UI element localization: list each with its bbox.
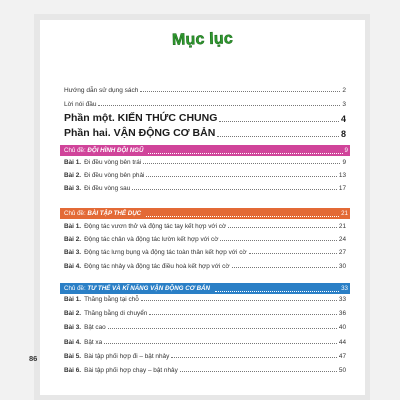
- toc-page: 47: [338, 353, 346, 360]
- lesson-number: Bài 2.: [64, 310, 82, 317]
- lesson-label: Bài tập phối hợp đi – bật nhảy: [84, 353, 170, 360]
- lesson-label: Động tác vươn thở và động tác tay kết hợp với cờ: [84, 223, 227, 230]
- lesson-number: Bài 5.: [64, 353, 82, 360]
- lesson-number: Bài 1.: [64, 159, 82, 166]
- lesson-label: Động tác lưng bụng và động tác toàn thân kết hợp với cờ: [84, 249, 247, 256]
- toc-page: 21: [341, 210, 348, 217]
- leader-dots: [220, 239, 336, 241]
- lesson-item[interactable]: [64, 296, 346, 303]
- toc-page: 44: [338, 339, 346, 346]
- leader-dots: [148, 148, 342, 154]
- lesson-item[interactable]: [64, 353, 346, 360]
- topic-title: BÀI TẬP THỂ DỤC: [87, 210, 142, 217]
- toc-label: Phần hai. VẬN ĐỘNG CƠ BẢN: [64, 127, 216, 139]
- lesson-label: Động tác nhảy và động tác điều hoà kết hợp với cờ: [84, 263, 230, 270]
- toc-page: 2: [342, 87, 346, 94]
- lesson-item[interactable]: [64, 339, 346, 346]
- lesson-label: Bật cao: [84, 324, 106, 331]
- book-page: [40, 20, 365, 395]
- toc-page: 50: [338, 367, 346, 374]
- toc-part-item[interactable]: [64, 112, 346, 124]
- lesson-item[interactable]: [64, 249, 346, 256]
- toc-page: 33: [341, 285, 348, 292]
- leader-dots: [132, 188, 337, 190]
- lesson-label: Bài tập phối hợp chạy – bật nhảy: [84, 367, 178, 374]
- lesson-item[interactable]: [64, 185, 346, 192]
- toc-label: Phần một. KIẾN THỨC CHUNG: [64, 112, 218, 124]
- leader-dots: [232, 266, 337, 268]
- lesson-number: Bài 6.: [64, 367, 82, 374]
- leader-dots: [217, 135, 339, 137]
- topic-band-3[interactable]: [60, 283, 350, 294]
- toc-page: 13: [338, 172, 346, 179]
- leader-dots: [149, 313, 337, 315]
- lesson-item[interactable]: [64, 159, 346, 166]
- topic-prefix: Chủ đề:: [64, 285, 86, 292]
- leader-dots: [215, 286, 339, 292]
- toc-page: 9: [344, 147, 348, 154]
- toc-page: 3: [342, 101, 346, 108]
- toc-front-item[interactable]: [64, 87, 346, 94]
- lesson-item[interactable]: [64, 310, 346, 317]
- leader-dots: [104, 342, 337, 344]
- lesson-label: Thăng bằng tại chỗ: [84, 296, 139, 303]
- toc-page: 24: [338, 236, 346, 243]
- toc-part-item[interactable]: [64, 127, 346, 139]
- toc-page: 17: [338, 185, 346, 192]
- leader-dots: [249, 252, 337, 254]
- toc-page: 8: [340, 129, 346, 139]
- leader-dots: [98, 104, 340, 106]
- lesson-number: Bài 4.: [64, 263, 82, 270]
- lesson-number: Bài 1.: [64, 296, 82, 303]
- toc-label: Hướng dẫn sử dụng sách: [64, 87, 139, 94]
- lesson-item[interactable]: [64, 263, 346, 270]
- toc-page: 33: [338, 296, 346, 303]
- lesson-item[interactable]: [64, 172, 346, 179]
- lesson-number: Bài 4.: [64, 339, 82, 346]
- leader-dots: [228, 226, 337, 228]
- topic-title: ĐỘI HÌNH ĐỘI NGŨ: [87, 147, 144, 154]
- topic-title: TƯ THẾ VÀ KĨ NĂNG VẬN ĐỘNG CƠ BẢN: [87, 285, 210, 292]
- lesson-item[interactable]: [64, 324, 346, 331]
- toc-front-item[interactable]: [64, 101, 346, 108]
- leader-dots: [146, 175, 336, 177]
- toc-page: 9: [342, 159, 346, 166]
- lesson-label: Thăng bằng di chuyển: [84, 310, 148, 317]
- lesson-label: Đi đều vòng bên trái: [84, 159, 142, 166]
- lesson-item[interactable]: [64, 223, 346, 230]
- leader-dots: [141, 299, 337, 301]
- leader-dots: [219, 120, 339, 122]
- toc-label: Lời nói đầu: [64, 101, 97, 108]
- lesson-number: Bài 3.: [64, 185, 82, 192]
- toc-page: 40: [338, 324, 346, 331]
- lesson-label: Bật xa: [84, 339, 103, 346]
- toc-page: 4: [340, 114, 346, 124]
- lesson-number: Bài 3.: [64, 249, 82, 256]
- lesson-label: Động tác chân và động tác lườn kết hợp với cờ: [84, 236, 219, 243]
- topic-band-2[interactable]: [60, 208, 350, 219]
- leader-dots: [180, 370, 337, 372]
- lesson-item[interactable]: [64, 236, 346, 243]
- lesson-number: Bài 1.: [64, 223, 82, 230]
- toc-page: 21: [338, 223, 346, 230]
- leader-dots: [171, 356, 337, 358]
- toc-page: 36: [338, 310, 346, 317]
- leader-dots: [140, 90, 340, 92]
- lesson-label: Đi đều vòng sau: [84, 185, 131, 192]
- lesson-item[interactable]: [64, 367, 346, 374]
- lesson-number: Bài 3.: [64, 324, 82, 331]
- lesson-number: Bài 2.: [64, 172, 82, 179]
- leader-dots: [108, 327, 337, 329]
- lesson-label: Đi đều vòng bên phải: [84, 172, 145, 179]
- topic-prefix: Chủ đề:: [64, 147, 86, 154]
- leader-dots: [146, 211, 339, 217]
- toc-page: 30: [338, 263, 346, 270]
- lesson-number: Bài 2.: [64, 236, 82, 243]
- page-title: Mục lục: [171, 30, 234, 49]
- topic-prefix: Chủ đề:: [64, 210, 86, 217]
- page-number: 86: [29, 354, 38, 363]
- toc-page: 27: [338, 249, 346, 256]
- leader-dots: [143, 162, 340, 164]
- topic-band-1[interactable]: [60, 145, 350, 156]
- title-container: [40, 31, 365, 49]
